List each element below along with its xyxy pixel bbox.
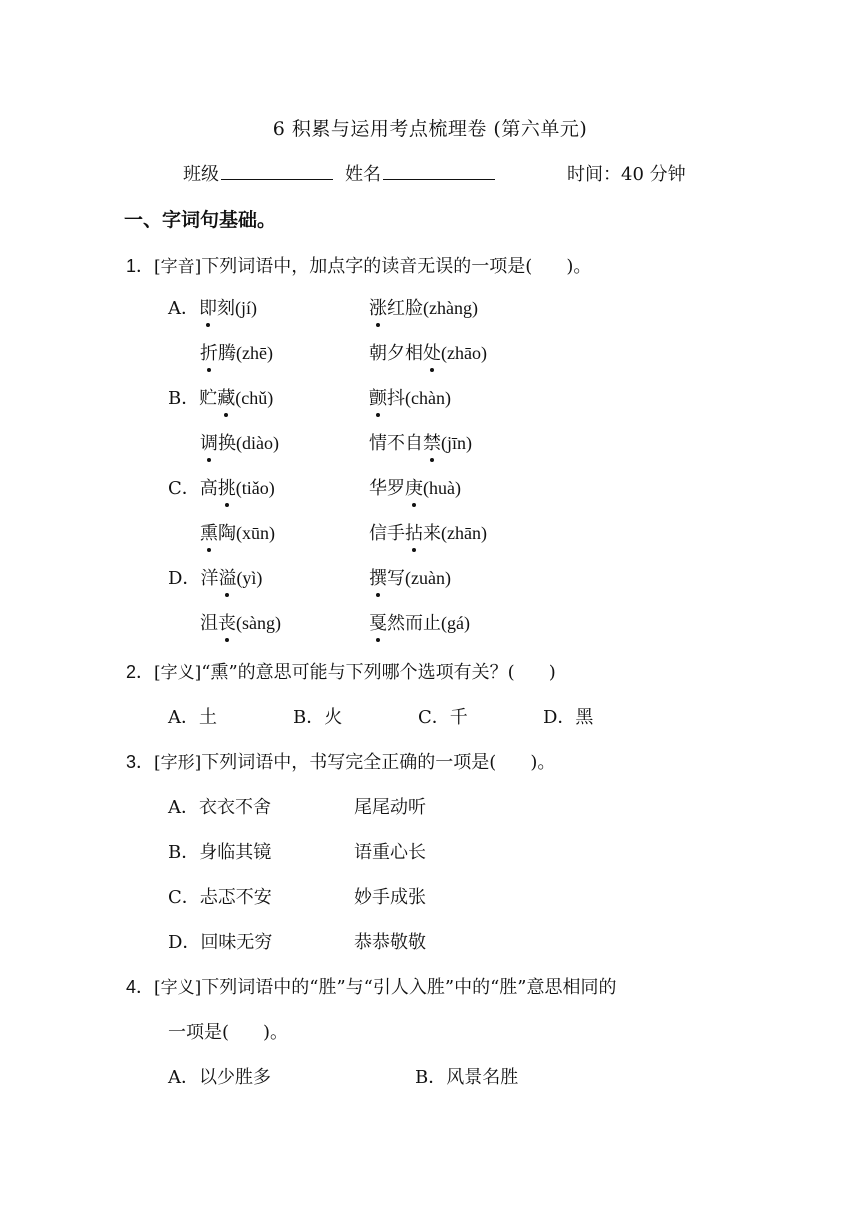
question-4 (126, 973, 617, 999)
option-d-word-2: 撰写(zuàn) (369, 564, 451, 590)
option-letter: D． (168, 932, 201, 953)
option-letter: A． (168, 797, 199, 818)
option-a[interactable]: A．土 (168, 707, 217, 728)
dotted-char: 藏 (217, 384, 235, 410)
question-end: )。 (530, 752, 556, 773)
option-letter: B． (168, 388, 200, 409)
option-b[interactable]: B．火 (293, 707, 343, 728)
question-tag: [字义] (154, 978, 202, 998)
option-a-word-3: 折腾(zhē) (200, 339, 273, 365)
question-tag: [字形] (154, 753, 202, 773)
option-letter: C． (168, 478, 200, 499)
question-text: 下列词语中，书写完全正确的一项是( (201, 752, 497, 773)
pinyin: (chǔ) (235, 388, 274, 408)
dotted-char: 溢 (218, 564, 236, 590)
option-a-word-2: 涨红脸(zhàng) (369, 294, 478, 320)
option-b-word-4: 情不自禁(jīn) (369, 429, 472, 455)
option-c-word-3: 熏陶(xūn) (200, 519, 275, 545)
dotted-char: 调 (200, 429, 218, 455)
option-d-word-4: 戛然而止(gá) (369, 609, 470, 635)
dotted-char: 拈 (405, 519, 423, 545)
option-a[interactable]: A．衣衣不舍 (168, 797, 271, 818)
pinyin: (xūn) (236, 523, 275, 543)
dotted-char: 熏 (200, 519, 218, 545)
dotted-char: 折 (200, 339, 218, 365)
section-heading: 一、字词句基础。 (124, 209, 277, 231)
option-c[interactable]: C．千 (418, 707, 468, 728)
option-a-word-4: 朝夕相处(zhāo) (369, 339, 487, 365)
question-4-line-2: 一项是( )。 (168, 1022, 289, 1043)
pinyin: (gá) (441, 613, 470, 633)
dotted-char: 丧 (218, 609, 236, 635)
pinyin: (yì) (236, 568, 263, 588)
option-letter: B． (168, 842, 200, 863)
question-number: 2． (126, 662, 155, 682)
option-b[interactable]: B．身临其镜 (168, 842, 272, 863)
question-3 (126, 748, 555, 774)
option-c-word-4: 信手拈来(zhān) (369, 519, 487, 545)
question-text: “熏”的意思可能与下列哪个选项有关？( (201, 662, 515, 683)
question-end: ) (548, 662, 556, 683)
option-letter: C． (168, 887, 200, 908)
pinyin: (tiǎo) (235, 478, 275, 498)
pinyin: (zhē) (236, 343, 273, 363)
dotted-char: 涨 (369, 294, 387, 320)
pinyin: (diào) (236, 433, 279, 453)
question-tag: [字义] (154, 663, 202, 683)
name-blank[interactable] (383, 163, 495, 180)
option-a[interactable]: A．以少胜多 (168, 1067, 271, 1088)
option-b[interactable]: B．贮藏(chǔ) (168, 384, 273, 410)
option-c[interactable]: C．忐忑不安 (168, 887, 272, 908)
student-info-line (183, 160, 686, 186)
class-blank[interactable] (221, 163, 333, 180)
pinyin: (sàng) (236, 613, 281, 633)
pinyin: (zhāo) (441, 343, 487, 363)
option-d[interactable]: D．黑 (543, 707, 594, 728)
question-1 (126, 252, 591, 278)
name-label: 姓名 (345, 164, 381, 185)
option-a[interactable]: A．即刻(jí) (168, 294, 257, 320)
page-title: 6 积累与运用考点梳理卷 (第六单元) (272, 118, 588, 140)
option-b-word-2: 语重心长 (354, 842, 426, 863)
pinyin: (jí) (235, 298, 257, 318)
option-c-word-2: 华罗庚(huà) (369, 474, 461, 500)
question-text: 下列词语中的“胜”与“引人入胜”中的“胜”意思相同的 (201, 977, 617, 998)
question-2 (126, 658, 556, 684)
time-limit: 时间：40 分钟 (567, 164, 686, 185)
option-b-word-2: 颤抖(chàn) (369, 384, 451, 410)
dotted-char: 挑 (218, 474, 236, 500)
dotted-char: 处 (423, 339, 441, 365)
question-number: 3． (126, 752, 155, 772)
question-number: 1． (126, 256, 155, 276)
dotted-char: 即 (199, 294, 217, 320)
question-end: )。 (263, 1022, 289, 1043)
pinyin: (zuàn) (405, 568, 451, 588)
question-tag: [字音] (154, 257, 202, 277)
option-b[interactable]: B．风景名胜 (415, 1067, 519, 1088)
question-end: )。 (566, 256, 592, 277)
question-number: 4． (126, 977, 155, 997)
dotted-char: 戛 (369, 609, 387, 635)
option-d-word-2: 恭恭敬敬 (354, 932, 426, 953)
option-c-word-2: 妙手成张 (354, 887, 426, 908)
dotted-char: 撰 (369, 564, 387, 590)
pinyin: (jīn) (441, 433, 472, 453)
option-letter: D． (168, 568, 201, 589)
dotted-char: 颤 (369, 384, 387, 410)
class-label: 班级 (183, 164, 219, 185)
dotted-char: 禁 (423, 429, 441, 455)
question-text: 下列词语中，加点字的读音无误的一项是( (201, 256, 533, 277)
pinyin: (chàn) (405, 388, 451, 408)
option-c[interactable]: C．高挑(tiǎo) (168, 474, 275, 500)
option-b-word-3: 调换(diào) (200, 429, 279, 455)
pinyin: (zhān) (441, 523, 487, 543)
option-a-word-2: 尾尾动听 (354, 797, 426, 818)
pinyin: (zhàng) (423, 298, 478, 318)
option-d[interactable]: D．回味无穷 (168, 932, 273, 953)
option-letter: A． (168, 298, 199, 319)
option-d-word-3: 沮丧(sàng) (200, 609, 281, 635)
pinyin: (huà) (423, 478, 461, 498)
option-d[interactable]: D．洋溢(yì) (168, 564, 262, 590)
dotted-char: 庚 (405, 474, 423, 500)
